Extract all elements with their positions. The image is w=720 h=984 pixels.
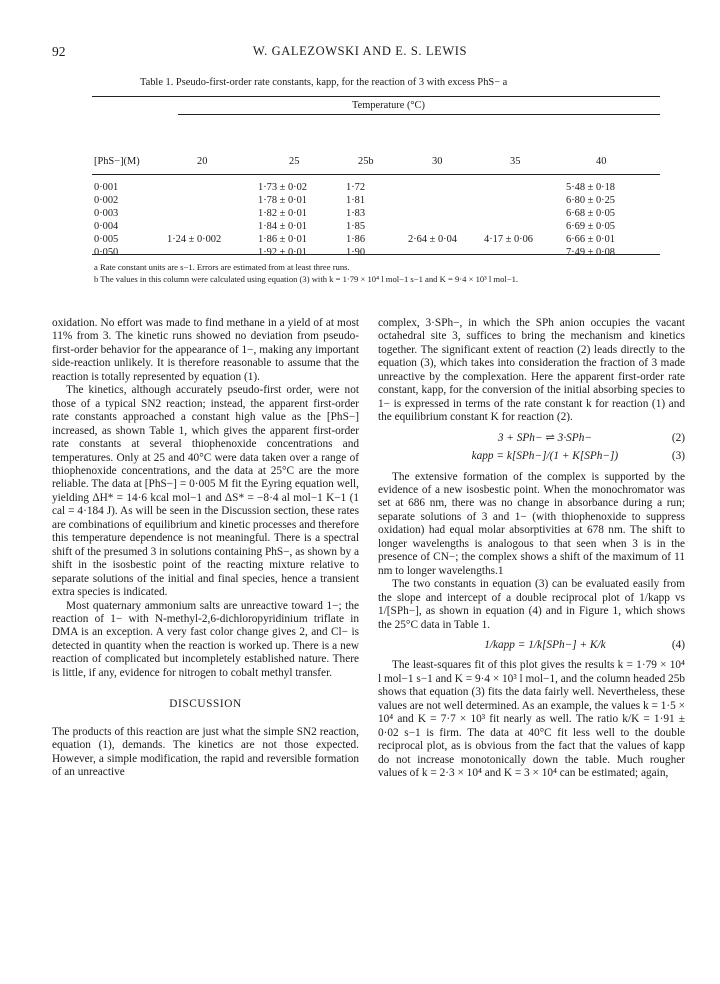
table-cell: 0·002 <box>94 195 119 206</box>
paragraph: The least-squares fit of this plot gives the results k = 1·79 × 10⁴ l mol−1 s−1 and K = 9·4 × 10³ l mol−1, and the column headed 25b shows that equation (3) fits the data fairly well. Nevertheless, these values are not well determined. As an example, the values k = 1·5 × 10⁴ and K = 7·7 × 10³ fit nearly as well. The ratio k/K = 1·91 ± 0·02 s−1 is firm. The data at 40°C fit less well to the double reciprocal plot, as is obvious from the fact that the values of kapp do not increase monotonically down the table. Much rougher values of k = 2·3 × 10⁴ and K = 3 × 10⁴ can be estimated; again, <box>378 659 685 780</box>
paragraph: The kinetics, although accurately pseudo-first order, were not those of a typical SN2 reaction; instead, the apparent first-order rate constants approached a constant high value as the [PhS−] increased, as shown Table 1, which gives the apparent first-order rate constants at several thiophenoxide concentrations and temperatures. Only at 25 and 40°C were data taken over a range of thiophenoxide concentrations, and the data at 25°C are the more reliable. The data at [PhS−] = 0·005 M fit the Eyring equation well, yielding ΔH* = 14·6 kcal mol−1 and ΔS* = −8·4 al mol−1 K−1 (1 cal = 4·184 J). As will be seen in the Discussion section, these rates are combinations of equilibrium and kinetic processes and therefore this temperature dependence is not meaningful. There is a spectral shift of the presumed 3 in solutions containing PhS−, as shown by a shift in the isosbestic point of the reacting mixture relative to separate solutions of the initial and final species, hence a transient extra species is indicated. <box>52 384 359 599</box>
right-column <box>378 317 685 781</box>
table-col-conc <box>94 181 118 259</box>
table-col-25 <box>258 181 307 259</box>
paragraph: The products of this reaction are just what the simple SN2 reaction, equation (1), demands. The kinetics are not those expected. However, a simple modification, the rapid and reversible formation of an unreactive <box>52 725 359 779</box>
paragraph: complex, 3·SPh−, in which the SPh anion occupies the vacant octahedral site 3, suffices to bring the mechanism and kinetics together. The significant extent of reaction (2) leads directly to the equation (3), which takes into consideration the fraction of 3 made unreactive by the complexation. Here the apparent first-order rate constant, kapp, for the conversion of the initial absorbing species to 1− is expressed in terms of the rate constant k for reaction (1) and the equilibrium constant K for reaction (2). <box>378 317 685 424</box>
table-col-header: 25 <box>289 156 300 167</box>
table-col-header: [PhS−](M) <box>94 156 140 167</box>
table-cell: 1·82 ± 0·01 <box>258 208 307 219</box>
table-cell: 1·86 ± 0·01 <box>258 234 307 245</box>
table-cell: 7·49 ± 0·08 <box>566 247 615 258</box>
table-cell: 0·003 <box>94 208 119 219</box>
table-group-header: Temperature (°C) <box>352 100 425 111</box>
page-number: 92 <box>52 44 66 59</box>
table-cell: 1·84 ± 0·01 <box>258 221 307 232</box>
equation-4 <box>378 639 685 652</box>
paragraph: The extensive formation of the complex is supported by the evidence of a new isosbestic point. When the monochromator was set at 686 nm, there was no change in absorbance during a run; separate solutions of 3 and 1− (with thiophenoxide to suppress oxidation) had equal molar absorptivities at 678 nm. The shift to longer wavelengths is analogous to that seen when 3 is in the presence of CN−; the complex shows a shift of the maximum of 11 nm to longer wavelengths.1 <box>378 470 685 577</box>
table-cell: 0·050 <box>94 247 119 258</box>
table-col-header: 35 <box>510 156 521 167</box>
section-heading: DISCUSSION <box>169 698 242 711</box>
paragraph: The two constants in equation (3) can be evaluated easily from the slope and intercept of a double reciprocal plot of 1/kapp vs 1/[SPh−], as shown in equation (4) and in Figure 1, which shows the 25°C data in Table 1. <box>378 578 685 631</box>
table-caption: Table 1. Pseudo-first-order rate constants, kapp, for the reaction of 3 with excess PhS− a <box>140 77 508 88</box>
table-cell: 0·004 <box>94 221 119 232</box>
table-footnote: a Rate constant units are s−1. Errors are estimated from at least three runs. <box>94 262 350 272</box>
table-col-header: 30 <box>432 156 443 167</box>
equation-number: (3) <box>671 450 685 463</box>
table-top-rule <box>92 96 660 97</box>
paragraph: Most quaternary ammonium salts are unreactive toward 1−; the reaction of 1− with N-methyl-2,6-dichloropyridinium triflate in DMA is an exception. A very fast color change gives 2, and Cl− is detected in quantity when the reaction is worked up. There is a new reaction of complicated but incompletely established nature. There is little, if any, evidence for nitrogen to cobalt methyl transfer. <box>52 599 359 679</box>
table-col-header: 20 <box>197 156 208 167</box>
table-cell: 1·73 ± 0·02 <box>258 182 307 193</box>
table-cell: 4·17 ± 0·06 <box>484 234 533 245</box>
table-group-rule <box>178 114 660 115</box>
table-cell: 1·24 ± 0·002 <box>167 234 222 245</box>
table-cell: 6·68 ± 0·05 <box>566 208 615 219</box>
table-cell: 6·69 ± 0·05 <box>566 221 615 232</box>
table-cell: 1·90 <box>346 247 366 258</box>
equation-text: 1/kapp = 1/k[SPh−] + K/k <box>484 638 606 651</box>
table-col-40 <box>566 181 615 259</box>
table-cell: 0·001 <box>94 182 119 193</box>
table-col-header: 40 <box>596 156 607 167</box>
table-header-rule <box>92 174 660 175</box>
table-cell: 5·48 ± 0·18 <box>566 182 615 193</box>
equation-text: kapp = k[SPh−]/(1 + K[SPh−]) <box>471 450 619 463</box>
table-cell: 1·72 <box>346 182 366 193</box>
table-cell: 1·85 <box>346 221 366 232</box>
table-col-25b <box>346 181 365 259</box>
running-head: W. GALEZOWSKI AND E. S. LEWIS <box>252 44 468 58</box>
paragraph: oxidation. No effort was made to find methane in a yield of at most 11% from 3. The kinetic runs showed no deviation from pseudo-first-order behavior for the appearance of 1−, making any important side-reaction unlikely. It is therefore reasonable to assume that the reaction is totally represented by equation (1). <box>52 317 359 383</box>
table-col-header: 25b <box>358 156 374 167</box>
equation-3 <box>378 450 685 463</box>
equation-number: (2) <box>671 431 685 444</box>
equation-text: 3 + SPh− ⇌ 3·SPh− <box>497 431 592 444</box>
table-cell: 1·81 <box>346 195 366 206</box>
equation-2 <box>378 432 685 445</box>
table-cell: 6·80 ± 0·25 <box>566 195 615 206</box>
table-cell: 1·78 ± 0·01 <box>258 195 307 206</box>
equation-number: (4) <box>671 638 685 651</box>
table-cell: 1·92 ± 0·01 <box>258 247 307 258</box>
table-footnote: b The values in this column were calculated using equation (3) with k = 1·79 × 10⁴ l mol−1 s−1 and K = 9·4 × 10³ l mol−1. <box>94 274 519 284</box>
table-cell: 2·64 ± 0·04 <box>408 234 457 245</box>
table-cell: 1·86 <box>346 234 366 245</box>
table-cell: 6·66 ± 0·01 <box>566 234 615 245</box>
table-cell: 0·005 <box>94 234 119 245</box>
table-cell: 1·83 <box>346 208 366 219</box>
left-column <box>52 317 359 780</box>
